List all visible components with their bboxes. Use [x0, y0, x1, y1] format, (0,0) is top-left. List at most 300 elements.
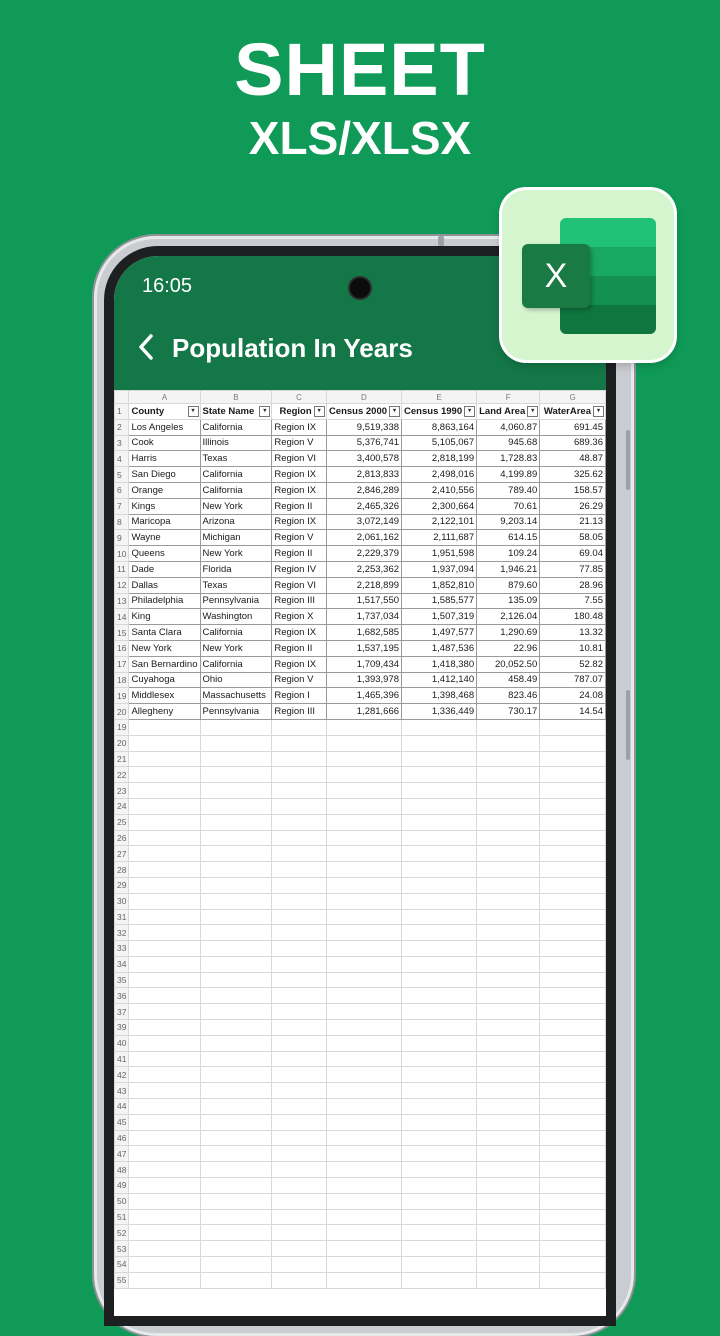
cell[interactable] [540, 1020, 606, 1036]
cell[interactable] [200, 1272, 272, 1288]
cell[interactable] [540, 909, 606, 925]
cell[interactable]: 2,111,687 [402, 530, 477, 546]
cell[interactable]: 28.96 [540, 577, 606, 593]
cell[interactable] [402, 1004, 477, 1020]
cell[interactable] [200, 941, 272, 957]
cell[interactable] [272, 909, 326, 925]
cell[interactable]: California [200, 625, 272, 641]
cell[interactable]: Region IX [272, 625, 326, 641]
cell[interactable] [129, 814, 200, 830]
cell[interactable] [129, 972, 200, 988]
cell[interactable] [540, 1225, 606, 1241]
row-number[interactable]: 36 [115, 988, 129, 1004]
cell[interactable]: Region V [272, 672, 326, 688]
cell[interactable] [402, 1099, 477, 1115]
cell[interactable]: 3,400,578 [326, 451, 401, 467]
cell[interactable] [477, 1241, 540, 1257]
header-cell[interactable] [200, 404, 272, 420]
cell[interactable]: 135.09 [477, 593, 540, 609]
cell[interactable] [272, 1225, 326, 1241]
row-number[interactable]: 30 [115, 893, 129, 909]
row-number[interactable]: 19 [115, 719, 129, 735]
cell[interactable]: Texas [200, 577, 272, 593]
cell[interactable]: New York [200, 640, 272, 656]
cell[interactable] [477, 735, 540, 751]
cell[interactable]: 2,229,379 [326, 546, 401, 562]
header-cell[interactable] [540, 404, 606, 420]
row-number[interactable]: 22 [115, 767, 129, 783]
cell[interactable] [272, 893, 326, 909]
cell[interactable] [477, 1272, 540, 1288]
column-header-a[interactable]: A [129, 391, 200, 404]
cell[interactable] [129, 798, 200, 814]
cell[interactable] [129, 1130, 200, 1146]
cell[interactable] [402, 862, 477, 878]
cell[interactable] [540, 1114, 606, 1130]
cell[interactable] [477, 751, 540, 767]
cell[interactable]: 2,498,016 [402, 467, 477, 483]
cell[interactable] [402, 830, 477, 846]
cell[interactable] [326, 767, 401, 783]
row-number[interactable]: 32 [115, 925, 129, 941]
cell[interactable] [477, 1114, 540, 1130]
cell[interactable] [402, 1146, 477, 1162]
cell[interactable] [540, 814, 606, 830]
cell[interactable] [402, 877, 477, 893]
cell[interactable] [540, 1099, 606, 1115]
cell[interactable] [129, 1146, 200, 1162]
cell[interactable] [129, 893, 200, 909]
cell[interactable] [540, 956, 606, 972]
cell[interactable]: Region I [272, 688, 326, 704]
cell[interactable] [129, 1162, 200, 1178]
cell[interactable] [477, 1146, 540, 1162]
cell[interactable] [272, 1257, 326, 1273]
cell[interactable]: Wayne [129, 530, 200, 546]
cell[interactable]: Kings [129, 498, 200, 514]
cell[interactable] [272, 1083, 326, 1099]
cell[interactable]: 10.81 [540, 640, 606, 656]
filter-dropdown-icon[interactable]: ▾ [389, 406, 400, 417]
cell[interactable]: Washington [200, 609, 272, 625]
cell[interactable] [326, 751, 401, 767]
cell[interactable] [477, 1035, 540, 1051]
row-number[interactable]: 14 [115, 609, 129, 625]
row-number[interactable]: 28 [115, 862, 129, 878]
cell[interactable] [326, 1067, 401, 1083]
cell[interactable] [477, 1162, 540, 1178]
row-number[interactable]: 42 [115, 1067, 129, 1083]
cell[interactable]: 24.08 [540, 688, 606, 704]
cell[interactable] [129, 1272, 200, 1288]
cell[interactable] [129, 1241, 200, 1257]
cell[interactable] [129, 1051, 200, 1067]
cell[interactable] [326, 862, 401, 878]
row-number[interactable]: 52 [115, 1225, 129, 1241]
row-number[interactable]: 10 [115, 546, 129, 562]
cell[interactable] [129, 862, 200, 878]
cell[interactable]: 20,052.50 [477, 656, 540, 672]
cell[interactable] [477, 862, 540, 878]
cell[interactable] [200, 909, 272, 925]
cell[interactable] [272, 1146, 326, 1162]
cell[interactable]: 1,852,810 [402, 577, 477, 593]
cell[interactable] [477, 972, 540, 988]
cell[interactable] [477, 1257, 540, 1273]
cell[interactable]: 2,846,289 [326, 482, 401, 498]
cell[interactable] [200, 956, 272, 972]
cell[interactable] [540, 751, 606, 767]
cell[interactable] [272, 1051, 326, 1067]
cell[interactable] [477, 846, 540, 862]
cell[interactable] [200, 830, 272, 846]
cell[interactable] [200, 862, 272, 878]
cell[interactable] [200, 1146, 272, 1162]
cell[interactable]: 3,072,149 [326, 514, 401, 530]
cell[interactable]: 22.96 [477, 640, 540, 656]
cell[interactable] [326, 1099, 401, 1115]
cell[interactable] [200, 972, 272, 988]
row-number[interactable]: 5 [115, 467, 129, 483]
cell[interactable]: 325.62 [540, 467, 606, 483]
cell[interactable]: 77.85 [540, 561, 606, 577]
cell[interactable] [272, 941, 326, 957]
header-cell[interactable] [477, 404, 540, 420]
cell[interactable] [129, 1193, 200, 1209]
row-number[interactable]: 53 [115, 1241, 129, 1257]
cell[interactable]: California [200, 467, 272, 483]
cell[interactable] [402, 956, 477, 972]
back-arrow-icon[interactable] [134, 332, 160, 362]
cell[interactable] [477, 1130, 540, 1146]
cell[interactable]: 2,253,362 [326, 561, 401, 577]
row-number[interactable]: 43 [115, 1083, 129, 1099]
cell[interactable]: Illinois [200, 435, 272, 451]
cell[interactable]: 1,336,449 [402, 704, 477, 720]
column-header-b[interactable]: B [200, 391, 272, 404]
cell[interactable] [326, 846, 401, 862]
cell[interactable]: Middlesex [129, 688, 200, 704]
cell[interactable] [200, 751, 272, 767]
cell[interactable]: Massachusetts [200, 688, 272, 704]
cell[interactable] [129, 735, 200, 751]
cell[interactable] [272, 783, 326, 799]
cell[interactable] [540, 830, 606, 846]
cell[interactable] [326, 1146, 401, 1162]
cell[interactable] [272, 988, 326, 1004]
cell[interactable]: 614.15 [477, 530, 540, 546]
cell[interactable] [200, 767, 272, 783]
cell[interactable] [200, 1209, 272, 1225]
cell[interactable]: 2,300,664 [402, 498, 477, 514]
cell[interactable] [272, 846, 326, 862]
cell[interactable] [540, 1272, 606, 1288]
row-number[interactable]: 11 [115, 561, 129, 577]
cell[interactable] [540, 972, 606, 988]
cell[interactable] [402, 988, 477, 1004]
cell[interactable] [129, 767, 200, 783]
cell[interactable]: Los Angeles [129, 419, 200, 435]
cell[interactable]: 58.05 [540, 530, 606, 546]
header-cell[interactable] [402, 404, 477, 420]
cell[interactable] [402, 893, 477, 909]
cell[interactable] [200, 893, 272, 909]
cell[interactable]: Region III [272, 704, 326, 720]
row-number[interactable]: 13 [115, 593, 129, 609]
row-number[interactable]: 21 [115, 751, 129, 767]
cell[interactable]: 1,737,034 [326, 609, 401, 625]
cell[interactable] [402, 1067, 477, 1083]
cell[interactable]: Queens [129, 546, 200, 562]
row-number[interactable]: 3 [115, 435, 129, 451]
cell[interactable] [402, 1209, 477, 1225]
cell[interactable]: Region IX [272, 419, 326, 435]
cell[interactable] [402, 909, 477, 925]
cell[interactable] [326, 1114, 401, 1130]
cell[interactable]: San Diego [129, 467, 200, 483]
row-number[interactable]: 45 [115, 1114, 129, 1130]
filter-dropdown-icon[interactable]: ▾ [527, 406, 538, 417]
cell[interactable] [540, 783, 606, 799]
cell[interactable] [402, 751, 477, 767]
cell[interactable]: 48.87 [540, 451, 606, 467]
cell[interactable]: 823.46 [477, 688, 540, 704]
row-number[interactable]: 8 [115, 514, 129, 530]
cell[interactable]: 52.82 [540, 656, 606, 672]
cell[interactable]: Region III [272, 593, 326, 609]
cell[interactable]: King [129, 609, 200, 625]
cell[interactable]: Region VI [272, 577, 326, 593]
cell[interactable] [272, 1272, 326, 1288]
spreadsheet-view[interactable] [114, 390, 606, 1316]
cell[interactable] [477, 893, 540, 909]
cell[interactable] [129, 1083, 200, 1099]
header-cell[interactable] [129, 404, 200, 420]
cell[interactable] [200, 1004, 272, 1020]
row-number[interactable]: 20 [115, 735, 129, 751]
cell[interactable]: 1,537,195 [326, 640, 401, 656]
cell[interactable] [129, 719, 200, 735]
row-number[interactable]: 19 [115, 688, 129, 704]
cell[interactable] [402, 972, 477, 988]
cell[interactable] [402, 1035, 477, 1051]
cell[interactable] [477, 783, 540, 799]
cell[interactable] [200, 925, 272, 941]
cell[interactable]: 691.45 [540, 419, 606, 435]
row-number[interactable]: 46 [115, 1130, 129, 1146]
column-header-c[interactable]: C [272, 391, 326, 404]
cell[interactable]: 1,728.83 [477, 451, 540, 467]
cell[interactable]: 9,203.14 [477, 514, 540, 530]
cell[interactable]: Region II [272, 640, 326, 656]
cell[interactable] [540, 1178, 606, 1194]
row-number[interactable]: 12 [115, 577, 129, 593]
cell[interactable]: Pennsylvania [200, 704, 272, 720]
cell[interactable] [402, 1083, 477, 1099]
cell[interactable] [402, 1130, 477, 1146]
cell[interactable] [129, 1067, 200, 1083]
cell[interactable]: Allegheny [129, 704, 200, 720]
cell[interactable] [402, 1257, 477, 1273]
row-number[interactable]: 31 [115, 909, 129, 925]
cell[interactable] [326, 925, 401, 941]
cell[interactable]: Cook [129, 435, 200, 451]
cell[interactable] [272, 814, 326, 830]
cell[interactable]: 730.17 [477, 704, 540, 720]
cell[interactable] [402, 798, 477, 814]
cell[interactable] [477, 877, 540, 893]
cell[interactable] [540, 941, 606, 957]
cell[interactable]: 1,682,585 [326, 625, 401, 641]
cell[interactable] [402, 814, 477, 830]
row-number[interactable]: 39 [115, 1020, 129, 1036]
cell[interactable] [129, 1178, 200, 1194]
filter-dropdown-icon[interactable]: ▾ [464, 406, 475, 417]
cell[interactable] [477, 814, 540, 830]
cell[interactable]: Region V [272, 530, 326, 546]
cell[interactable] [477, 1193, 540, 1209]
cell[interactable] [402, 1178, 477, 1194]
cell[interactable]: 9,519,338 [326, 419, 401, 435]
cell[interactable] [272, 1099, 326, 1115]
cell[interactable] [326, 909, 401, 925]
cell[interactable] [200, 1099, 272, 1115]
row-number[interactable]: 6 [115, 482, 129, 498]
cell[interactable] [200, 798, 272, 814]
cell[interactable] [200, 719, 272, 735]
cell[interactable] [200, 1241, 272, 1257]
cell[interactable] [540, 1004, 606, 1020]
spreadsheet-scroll[interactable] [114, 390, 606, 1316]
cell[interactable] [200, 1162, 272, 1178]
cell[interactable]: Region IX [272, 656, 326, 672]
cell[interactable] [477, 909, 540, 925]
cell[interactable]: 1,497,577 [402, 625, 477, 641]
cell[interactable]: 2,122,101 [402, 514, 477, 530]
cell[interactable] [326, 941, 401, 957]
row-number[interactable]: 27 [115, 846, 129, 862]
cell[interactable] [477, 1225, 540, 1241]
cell[interactable] [402, 941, 477, 957]
cell[interactable]: New York [200, 498, 272, 514]
cell[interactable]: 2,410,556 [402, 482, 477, 498]
cell[interactable] [540, 1193, 606, 1209]
cell[interactable] [200, 1225, 272, 1241]
cell[interactable]: 879.60 [477, 577, 540, 593]
cell[interactable] [129, 909, 200, 925]
cell[interactable] [402, 846, 477, 862]
row-number[interactable]: 29 [115, 877, 129, 893]
cell[interactable] [200, 1114, 272, 1130]
corner-cell[interactable] [115, 391, 129, 404]
row-number[interactable]: 48 [115, 1162, 129, 1178]
cell[interactable] [402, 767, 477, 783]
cell[interactable] [129, 830, 200, 846]
cell[interactable] [272, 1004, 326, 1020]
cell[interactable] [326, 1004, 401, 1020]
cell[interactable] [326, 1035, 401, 1051]
cell[interactable] [402, 925, 477, 941]
cell[interactable]: Region II [272, 546, 326, 562]
cell[interactable]: 14.54 [540, 704, 606, 720]
cell[interactable] [477, 1178, 540, 1194]
filter-dropdown-icon[interactable]: ▾ [593, 406, 604, 417]
cell[interactable] [200, 814, 272, 830]
cell[interactable] [129, 956, 200, 972]
cell[interactable]: New York [129, 640, 200, 656]
cell[interactable] [540, 1209, 606, 1225]
cell[interactable] [540, 1162, 606, 1178]
cell[interactable]: Dade [129, 561, 200, 577]
cell[interactable] [129, 1114, 200, 1130]
cell[interactable] [129, 1257, 200, 1273]
cell[interactable] [200, 1257, 272, 1273]
cell[interactable]: 2,465,326 [326, 498, 401, 514]
row-number[interactable]: 40 [115, 1035, 129, 1051]
cell[interactable]: 1,290.69 [477, 625, 540, 641]
cell[interactable] [477, 1099, 540, 1115]
cell[interactable] [326, 956, 401, 972]
cell[interactable] [129, 1225, 200, 1241]
cell[interactable] [402, 1162, 477, 1178]
cell[interactable] [272, 972, 326, 988]
cell[interactable] [129, 846, 200, 862]
cell[interactable] [540, 719, 606, 735]
cell[interactable] [540, 925, 606, 941]
column-header-f[interactable]: F [477, 391, 540, 404]
cell[interactable]: 109.24 [477, 546, 540, 562]
cell[interactable]: Region IX [272, 482, 326, 498]
cell[interactable]: Cuyahoga [129, 672, 200, 688]
cell[interactable] [402, 1114, 477, 1130]
cell[interactable] [129, 877, 200, 893]
cell[interactable] [402, 1241, 477, 1257]
cell[interactable] [272, 798, 326, 814]
cell[interactable] [272, 767, 326, 783]
row-number[interactable]: 23 [115, 783, 129, 799]
cell[interactable] [477, 988, 540, 1004]
cell[interactable] [200, 988, 272, 1004]
cell[interactable]: Region X [272, 609, 326, 625]
cell[interactable]: 1,418,380 [402, 656, 477, 672]
cell[interactable] [129, 1020, 200, 1036]
cell[interactable] [326, 735, 401, 751]
cell[interactable]: 13.32 [540, 625, 606, 641]
cell[interactable] [129, 1035, 200, 1051]
cell[interactable]: 945.68 [477, 435, 540, 451]
cell[interactable]: 5,376,741 [326, 435, 401, 451]
cell[interactable]: California [200, 482, 272, 498]
cell[interactable] [326, 1130, 401, 1146]
cell[interactable] [129, 988, 200, 1004]
cell[interactable] [272, 877, 326, 893]
row-number[interactable]: 54 [115, 1257, 129, 1273]
row-number[interactable]: 25 [115, 814, 129, 830]
row-number[interactable]: 2 [115, 419, 129, 435]
cell[interactable]: Maricopa [129, 514, 200, 530]
cell[interactable]: Arizona [200, 514, 272, 530]
cell[interactable] [129, 783, 200, 799]
cell[interactable] [129, 1004, 200, 1020]
cell[interactable]: 789.40 [477, 482, 540, 498]
cell[interactable] [200, 1035, 272, 1051]
cell[interactable]: 1,585,577 [402, 593, 477, 609]
cell[interactable] [200, 846, 272, 862]
cell[interactable] [326, 1020, 401, 1036]
cell[interactable] [402, 783, 477, 799]
cell[interactable] [272, 1209, 326, 1225]
cell[interactable]: 1,412,140 [402, 672, 477, 688]
